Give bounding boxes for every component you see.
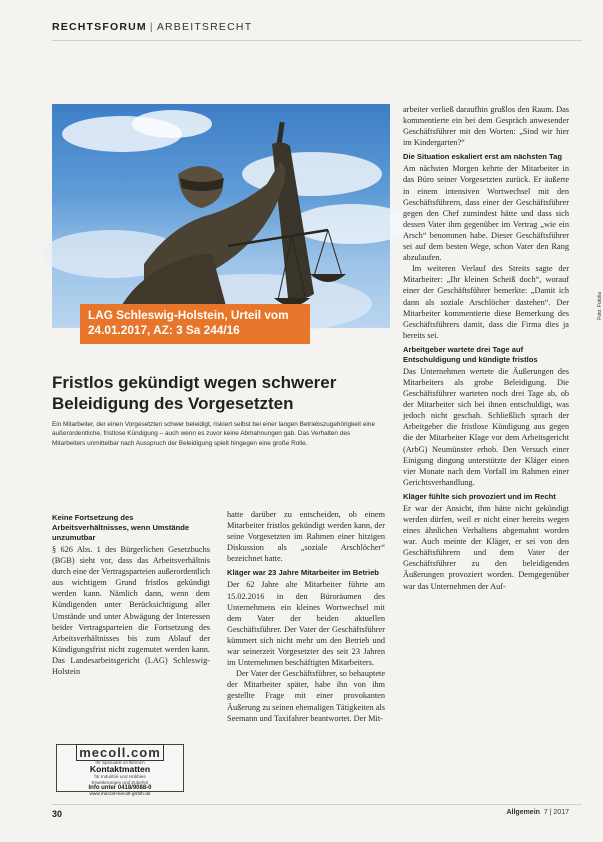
subheading: Kläger war 23 Jahre Mitarbeiter im Betrieb (227, 568, 379, 578)
paragraph: Im weiteren Verlauf des Streits sagte der Mitarbeiter: „Ihr kleinen Scheiß doch“, worauf einer der Geschäftsführer bemerkte: „Damit ich dann als soziale Arschlöcher dastehen“. Der Mitarbeiter kommentierte diese Bemerkung des Geschäftsführers damit, dass die Firma dies ja bereits sei. (403, 264, 569, 340)
section-header (52, 14, 582, 40)
ad-phone: Info unter 0418/9088-0 (88, 785, 152, 792)
paragraph: Am nächsten Morgen kehrte der Mitarbeiter in das Büro seiner Vorgesetzten zurück. Er äußerte in einem intensiven Wortwechsel mit den Geschäftsführern, dass einer der Geschäftsführer gegen den Chef zumindest hätte und dass sich dessen Vater ihm gegenüber im Vertrag „wie ein Arsch“ benommen habe. Dieser Geschäftsführer sei auf dem besten Wege, schon Vater den Rang abzulaufen. (403, 164, 569, 263)
photo-credit: Foto: Fotolia (597, 292, 603, 320)
magazine-issue: 7 | 2017 (543, 809, 569, 816)
article-lead: Ein Mitarbeiter, der einen Vorgesetzten schwer beleidigt, riskiert selbst bei einer langen Betriebszugehörigkeit eine außerordentliche, fristlose Kündigung – auch wenn es zuvor keine Abmahnungen gab. Das Verhalten des Mitarbeiters unmittelbar nach Ausspruch der Beleidigung spielt hingegen eine große Rolle. (52, 421, 375, 447)
footer-divider (52, 804, 582, 805)
magazine-name: Allgemein (506, 809, 540, 816)
header-divider (52, 40, 582, 41)
subheading: Arbeitgeber wartete drei Tage auf Entschuldigung und kündigte fristlos (403, 344, 538, 364)
subheading: Die Situation eskaliert erst am nächsten Tag (403, 152, 562, 162)
ad-line: Ihr Spezialist im Bereich (95, 760, 145, 765)
paragraph: Der Vater der Geschäftsführer, so behauptete der Mitarbeiter später, habe ihn von ihm gestellte Frage mit einer provokanten Äußerung zu seinen ehemaligen Tätigkeiten als Seemann und Taxifahrer beantwortet. Der Mit- (227, 669, 385, 723)
text-column-1 (52, 509, 210, 677)
paragraph: Er war der Ansicht, ihm hätte nicht gekündigt werden dürfen, weil er nicht einer bereits wegen eines ähnlichen Verhaltens abgemahnt worden war. Auch meinte der Kläger, er sei von den Geschäftsführern und dem Vater der Geschäftsführer zu den beleidigenden Äußerungen provoziert worden. Demgegenüber war das Unternehmen der Auf- (403, 503, 569, 591)
paragraph: Der 62 Jahre alte Mitarbeiter führte am 15.02.2016 in den Büroräumen des Unternehmens ein kleines Wortwechsel mit dem Vater der beiden aktuellen Geschäftsführer. Der Vater der Geschäftsführer kümmert sich nicht mehr um den Betrieb und war seinerzeit Vorgesetzter des seit 23 Jahren im Unternehmen beschäftigten Mitarbeiters. (227, 580, 385, 668)
subheading: Kläger fühlte sich provoziert und im Recht (403, 491, 556, 501)
case-caption: LAG Schleswig-Holstein, Urteil vom 24.01.2017, AZ: 3 Sa 244/16 (80, 304, 310, 344)
ad-web: www.mecoll-mecoll-gmbh.de (89, 792, 151, 798)
subsection-title: ARBEITSRECHT (156, 21, 253, 33)
paragraph: Das Unternehmen wertete die Äußerungen des Mitarbeiters als grobe Beleidigung. Die Geschäftsführer warteten noch drei Tage ab, ob der Mitarbeiter sich bei ihnen entschuldigt, was jedoch nicht geschah. Schließlich sprach der Arbeitgeber die fristlose Kündigung aus gegen die der Mitarbeiter Klage vor dem Arbeitsgericht (ArbG) Neumünster erhob. Den Versuch einer Einigung dingung unterstützte der Kläger einen vier Monate nach dem Vorfall im Rahmen einer Gerichtsverhandlung. (403, 366, 569, 487)
subheading: Keine Fortsetzung des Arbeitsverhältnisses, wenn Umstände unzumutbar (52, 513, 190, 542)
page-number: 30 (52, 809, 63, 819)
article-headline: Fristlos gekündigt wegen schwerer Beleidigung des Vorgesetzten (52, 373, 337, 413)
section-title: RECHTSFORUM (52, 21, 147, 33)
ad-logo: mecoll.com (57, 746, 183, 760)
section-separator: | (149, 21, 154, 33)
ad-title: Kontaktmatten (89, 764, 151, 775)
footer-magazine (506, 809, 569, 816)
justitia-statue-illustration (52, 104, 390, 328)
text-column-3 (403, 104, 569, 592)
paragraph: § 626 Abs. 1 des Bürgerlichen Gesetzbuchs (BGB) sieht vor, dass das Arbeitsverhältnis durch eine der Vertragsparteien außerordentlich aus wichtigem Grund fristlos gekündigt werden kann. Nämlich dann, wenn dem Kündigenden unter Berücksichtigung aller Umstände und unter Abwägung der Interessen beider Vertragsparteien die Fortsetzung des Arbeitsverhältnisses bis zum Ablauf der Kündigungsfrist nicht zugemutet werden kann. Das Landesarbeitsgericht (LAG) Schleswig-Holstein (52, 545, 210, 677)
ad-line: Erweiterungen und Zubehör (91, 779, 149, 785)
paragraph: hatte darüber zu entscheiden, ob einem Mitarbeiter fristlos gekündigt werden kann, der seine Vorgesetzten im Rahmen einer hitzigen Diskussion als „soziale Arschlöcher“ bezeichnet hatte. (227, 510, 385, 564)
text-column-2 (227, 509, 385, 724)
justitia-photo (52, 104, 390, 328)
ad-line: für Industrie und Hobbies (94, 774, 146, 780)
advertisement (56, 744, 184, 798)
paragraph: arbeiter verließ daraufhin grußlos den Raum. Das kommentierte ein bei dem Gespräch anwesender Geschäftsführer mit den Worten: „Sind wir hier im Kindergarten?“ (403, 105, 569, 148)
